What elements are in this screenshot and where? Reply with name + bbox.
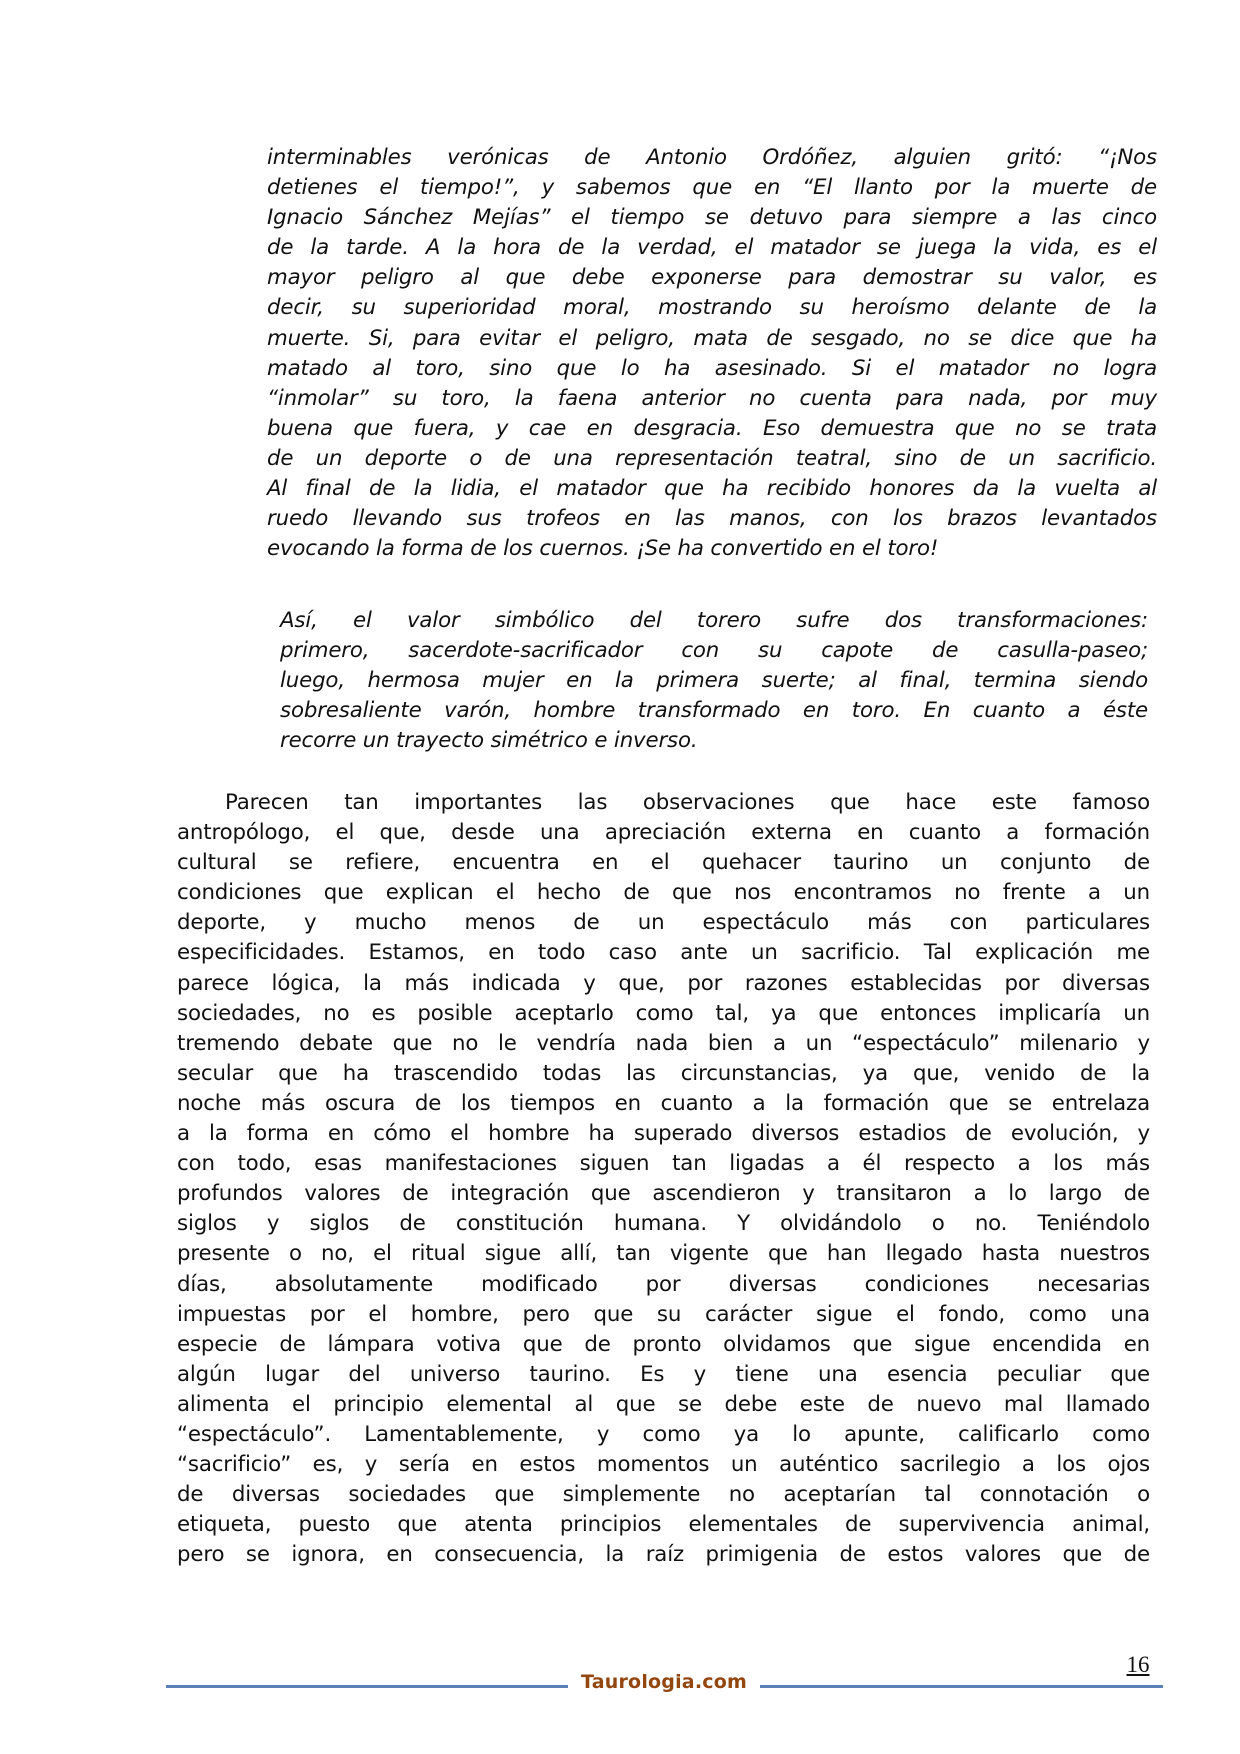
text-line: de la tarde. A la hora de la verdad, el matador se juega la vida, es el [267,235,1157,261]
text-line: “sacrificio” es, y sería en estos momentos un auténtico sacrilegio a los ojos [177,1452,1150,1478]
text-line: algún lugar del universo taurino. Es y tiene una esencia peculiar que [177,1361,1150,1387]
text-line: primero, sacerdote-sacrificador con su capote de casulla-paseo; [280,638,1148,664]
text-line: a la forma en cómo el hombre ha superado diversos estadios de evolución, y [177,1121,1150,1147]
indented-italic-quote [280,606,1148,756]
text-line: deporte, y mucho menos de un espectáculo más con particulares [177,910,1150,936]
text-line: alimenta el principio elemental al que se debe este de nuevo mal llamado [177,1391,1150,1417]
text-line: sociedades, no es posible aceptarlo como tal, ya que entonces implicaría un [177,1000,1150,1026]
text-line: “espectáculo”. Lamentablemente, y como ya lo apunte, calificarlo como [177,1421,1150,1447]
text-line: Así, el valor simbólico del torero sufre dos transformaciones: [280,608,1148,633]
text-line: etiqueta, puesto que atenta principios elementales de supervivencia animal, [177,1512,1150,1538]
text-line: especificidades. Estamos, en todo caso ante un sacrificio. Tal explicación me [177,940,1150,966]
text-line: días, absolutamente modificado por diversas condiciones necesarias [177,1271,1150,1297]
text-line: matado al toro, sino que lo ha asesinado. Si el matador no logra [267,355,1157,381]
text-line: Al final de la lidia, el matador que ha recibido honores da la vuelta al [267,476,1157,502]
text-line: Parecen tan importantes las observaciones que hace este famoso [225,790,1150,815]
text-line: buena que fuera, y cae en desgracia. Eso demuestra que no se trata [267,415,1157,441]
text-line: siglos y siglos de constitución humana. Y olvidándolo o no. Teniéndolo [177,1211,1150,1237]
text-line: profundos valores de integración que ascendieron y transitaron a lo largo de [177,1181,1150,1207]
italic-quoted-passage [267,143,1157,564]
text-line: ruedo llevando sus trofeos en las manos, con los brazos levantados [267,506,1157,532]
text-line: noche más oscura de los tiempos en cuanto a la formación que se entrelaza [177,1090,1150,1116]
text-line: secular que ha trascendido todas las circunstancias, ya que, venido de la [177,1060,1150,1086]
text-line: con todo, esas manifestaciones siguen tan ligadas a él respecto a los más [177,1151,1150,1177]
page-number: 16 [1126,1652,1150,1677]
text-line: luego, hermosa mujer en la primera suerte; al final, termina siendo [280,668,1148,694]
text-line: detienes el tiempo!”, y sabemos que en “El llanto por la muerte de [267,175,1157,201]
footer-rule-right [760,1685,1163,1688]
text-line: Ignacio Sánchez Mejías” el tiempo se detuvo para siempre a las cinco [267,205,1157,231]
text-line: pero se ignora, en consecuencia, la raíz primigenia de estos valores que de [177,1542,1150,1568]
text-line: interminables verónicas de Antonio Ordóñez, alguien gritó: “¡Nos [267,145,1157,170]
text-line: sobresaliente varón, hombre transformado en toro. En cuanto a éste [280,698,1148,724]
text-line: evocando la forma de los cuernos. ¡Se ha convertido en el toro! [267,536,939,562]
text-line: decir, su superioridad moral, mostrando su heroísmo delante de la [267,295,1157,321]
text-line: de diversas sociedades que simplemente no aceptarían tal connotación o [177,1482,1150,1508]
text-line: presente o no, el ritual sigue allí, tan vigente que han llegado hasta nuestros [177,1241,1150,1267]
text-line: parece lógica, la más indicada y que, por razones establecidas por diversas [177,970,1150,996]
text-line: antropólogo, el que, desde una apreciación externa en cuanto a formación [177,820,1150,846]
text-line: de un deporte o de una representación teatral, sino de un sacrificio. [267,445,1157,471]
text-line: especie de lámpara votiva que de pronto olvidamos que sigue encendida en [177,1331,1150,1357]
text-line: condiciones que explican el hecho de que nos encontramos no frente a un [177,880,1150,906]
body-paragraph [177,788,1150,1570]
text-line: cultural se refiere, encuentra en el quehacer taurino un conjunto de [177,850,1150,876]
footer-brand: Taurologia.com [581,1671,747,1693]
text-line: tremendo debate que no le vendría nada bien a un “espectáculo” milenario y [177,1030,1150,1056]
text-line: “inmolar” su toro, la faena anterior no cuenta para nada, por muy [267,385,1157,411]
text-line: mayor peligro al que debe exponerse para demostrar su valor, es [267,265,1157,291]
text-line: muerte. Si, para evitar el peligro, mata de sesgado, no se dice que ha [267,325,1157,351]
text-line: impuestas por el hombre, pero que su carácter sigue el fondo, como una [177,1301,1150,1327]
text-line: recorre un trayecto simétrico e inverso. [280,728,698,754]
footer-rule-left [166,1685,568,1688]
